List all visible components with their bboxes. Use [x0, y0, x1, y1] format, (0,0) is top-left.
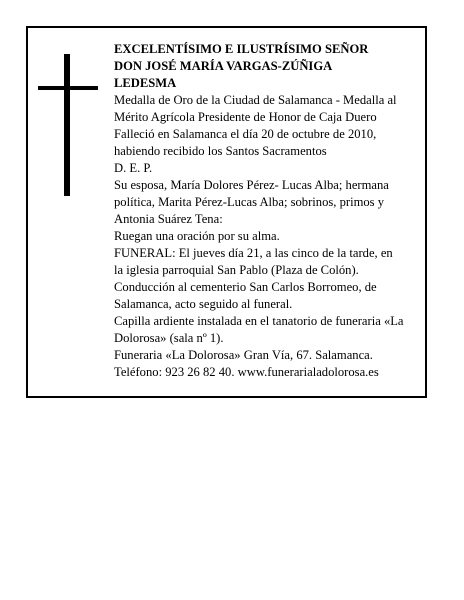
body-line-10: FUNERAL: El jueves día 21, a las cinco de la tarde, en: [114, 246, 393, 260]
obituary-text: [114, 41, 434, 381]
body-line-15: Dolorosa» (sala nº 1).: [114, 331, 224, 345]
body-line-11: la iglesia parroquial San Pablo (Plaza de Colón).: [114, 263, 359, 277]
heading-line-2: DON JOSÉ MARÍA VARGAS-ZÚÑIGA: [114, 59, 333, 73]
body-line-6: Su esposa, María Dolores Pérez- Lucas Alba; hermana: [114, 178, 389, 192]
body-line-13: Salamanca, acto seguido al funeral.: [114, 297, 293, 311]
body-line-4: habiendo recibido los Santos Sacramentos: [114, 144, 327, 158]
body-line-1: Medalla de Oro de la Ciudad de Salamanca - Medalla al: [114, 93, 397, 107]
cross-horizontal-bar: [38, 86, 98, 90]
heading-line-3: LEDESMA: [114, 76, 177, 90]
body-line-5: D. E. P.: [114, 161, 153, 175]
body-line-12: Conducción al cementerio San Carlos Borromeo, de: [114, 280, 377, 294]
body-line-3: Falleció en Salamanca el día 20 de octubre de 2010,: [114, 127, 377, 141]
body-line-16: Funeraria «La Dolorosa» Gran Vía, 67. Salamanca.: [114, 348, 373, 362]
body-line-14: Capilla ardiente instalada en el tanatorio de funeraria «La: [114, 314, 404, 328]
cross-vertical-bar: [64, 54, 70, 196]
body-line-17: Teléfono: 923 26 82 40. www.funerarialadolorosa.es: [114, 365, 379, 379]
body-line-9: Ruegan una oración por su alma.: [114, 229, 280, 243]
heading-line-1: EXCELENTÍSIMO E ILUSTRÍSIMO SEÑOR: [114, 42, 369, 56]
body-line-8: Antonia Suárez Tena:: [114, 212, 223, 226]
body-line-2: Mérito Agrícola Presidente de Honor de Caja Duero: [114, 110, 377, 124]
body-line-7: política, Marita Pérez-Lucas Alba; sobrinos, primos y: [114, 195, 385, 209]
cross-icon: [38, 54, 98, 196]
